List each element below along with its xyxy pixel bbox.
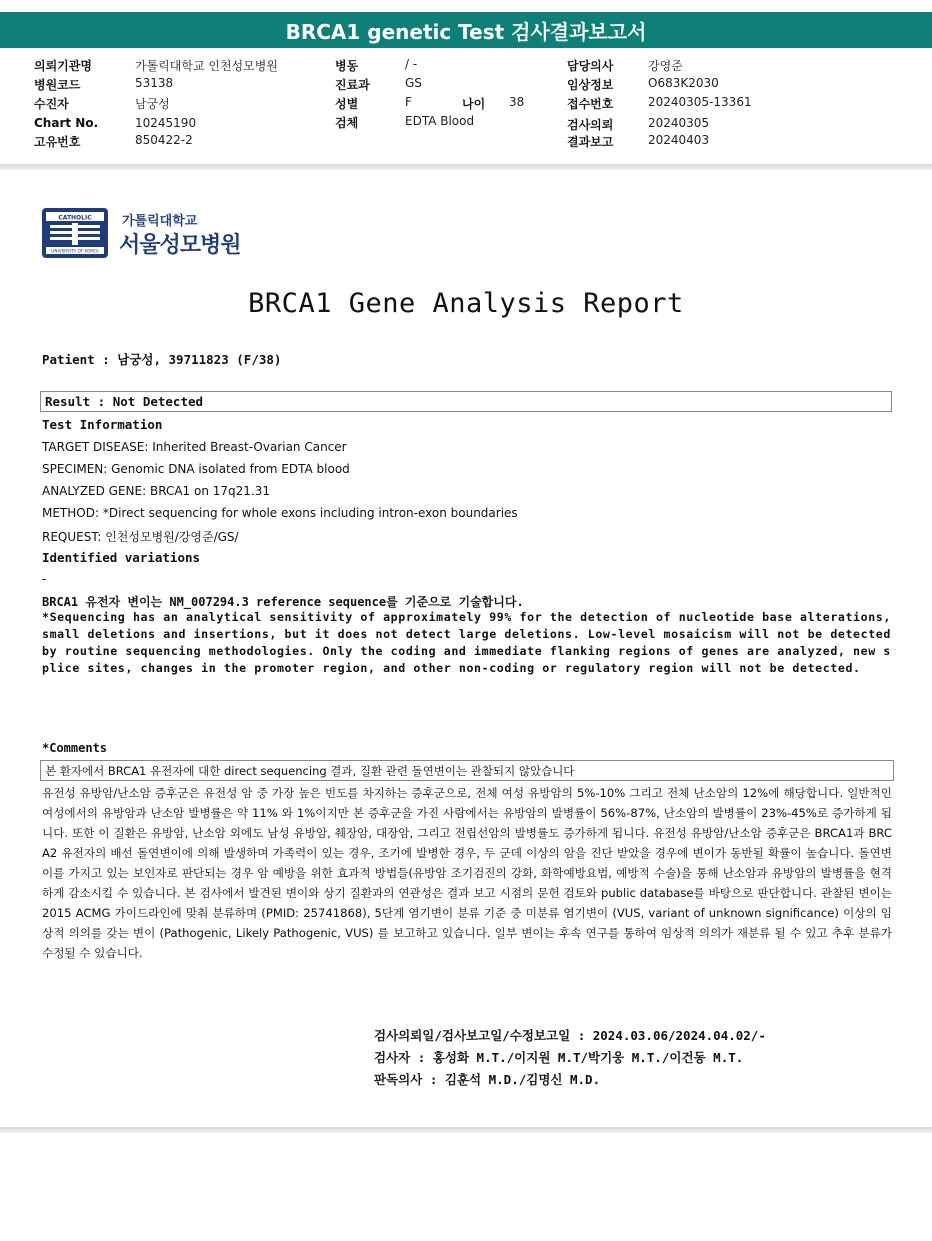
examiners: 검사자 : 홍성화 M.T./이지원 M.T/박기웅 M.T./이건동 M.T. [374,1050,744,1065]
logo-line2: 서울성모병원 [119,233,241,258]
hospital-code-value: 53138 [135,76,174,90]
target-disease: TARGET DISEASE: Inherited Breast-Ovarian Cancer [42,440,347,454]
clinical-info-value: O683K2030 [648,76,719,90]
age-value: 38 [509,95,525,109]
comments-heading: *Comments [42,741,108,755]
variations-value: - [42,572,47,586]
specimen-line: SPECIMEN: Genomic DNA isolated from EDTA blood [42,462,350,476]
result-box: Result : Not Detected [40,391,892,412]
report-date-label: 결과보고 [567,135,614,149]
dept-value: GS [405,76,422,90]
unique-no-label: 고유번호 [34,135,81,149]
emblem-bottom-text: UNIVERSITY OF KOREA [51,248,99,254]
age-label: 나이 [462,97,486,111]
emblem-top-text: CATHOLIC [58,214,92,222]
reference-note: BRCA1 유전자 변이는 NM_007294.3 reference sequence를 기준으로 기술합니다. [42,595,524,609]
reviewers: 판독의사 : 김훈석 M.D./김명신 M.D. [374,1072,601,1087]
reception-no-label: 접수번호 [567,97,614,111]
method-line: METHOD: *Direct sequencing for whole exons including intron-exon boundaries [42,506,518,520]
comment-summary: 본 환자에서 BRCA1 유전자에 대한 direct sequencing 결과, 질환 관련 돌연변이는 관찰되지 않았습니다 [40,760,894,781]
reception-no-value: 20240305-13361 [648,95,752,109]
hospital-logo [42,208,272,264]
sex-value: F [405,95,412,109]
request-date-label: 검사의뢰 [567,118,614,132]
report-header-title: BRCA1 genetic Test 검사결과보고서 [0,12,932,48]
variations-heading: Identified variations [42,550,201,565]
recipient-value: 남궁성 [135,97,170,111]
dept-label: 진료과 [335,78,370,92]
chart-no-label: Chart No. [34,116,99,130]
hospital-code-label: 병원코드 [34,78,81,92]
footer-divider [0,1127,932,1133]
sensitivity-note: *Sequencing has an analytical sensitivity of approximately 99% for the detection of nucleotide base alterations, small deletions and insertions, but it does not detect large deletions. Low-level mosaicism will not be detected by routine sequencing methodologies. Only the coding and immediate flanking regions of genes are analyzed, new splice sites, changes in the promoter region, and other non-coding or regulatory region will not be detected. [42,610,891,675]
specimen-label: 검체 [335,116,359,130]
recipient-label: 수진자 [34,97,69,111]
request-line: REQUEST: 인천성모병원/강영준/GS/ [42,530,239,544]
comment-body: 유전성 유방암/난소암 증후군은 유전성 암 중 가장 높은 빈도를 차지하는 증후군으로, 전체 여성 유방암의 5%-10% 그리고 전체 난소암의 12%에 해당합니다. 일반적인 여성에서의 유방암과 난소암 발병률은 약 11% 와 1%이지만 본 증후군을 가진 사람에서는 유방암의 발병률이 56%-87%, 난소암의 발병률이 23%-45%로 증가하게 됩니다. 또한 이 질환은 유방암, 난소암 외에도 남성 유방암, 췌장암, 대장암, 그리고 전립선암의 발병률도 증가하게 됩니다. 유전성 유방암/난소암 증후군은 BRCA1과 BRCA2 유전자의 배선 돌연변이에 의해 발생하며 가족력이 있는 경우, 조기에 발병한 경우, 두 군데 이상의 암을 진단 받았을 경우에 변이가 동반될 확률이 높습니다. 돌연변이를 가지고 있는 보인자로 판단되는 경우 암 예방을 위한 효과적 방법들(유방암 조기검진의 강화, 화학예방요법, 예방적 수술)을 통해 난소암과 유방암의 발병률을 현격하게 감소시킬 수 있습니다. 본 검사에서 발견된 변이와 상기 질환과의 연관성은 결과 보고 시점의 문헌 검토와 public database를 바탕으로 판단합니다. 관찰된 변이는 2015 ACMG 가이드라인에 맞춰 분류하며 (PMID: 25741868), 5단계 염기변이 분류 기준 중 미분류 염기변이 (VUS, variant of unknown significance) 이상의 임상적 의의를 갖는 변이 (Pathogenic, Likely Pathogenic, VUS) 를 보고하고 있습니다. 일부 변이는 후속 연구를 통하여 임상적 의의가 재분류 될 수 있고 추후 분류가 수정될 수 있습니다. [42,786,892,960]
report-page [0,170,932,1125]
sex-label: 성별 [335,97,359,111]
specimen-value: EDTA Blood [405,114,475,128]
patient-line: Patient : 남궁성, 39711823 (F/38) [42,352,282,367]
unique-no-value: 850422-2 [135,133,193,147]
clinical-info-label: 임상정보 [567,78,614,92]
logo-line1: 가톨릭대학교 [122,214,198,229]
request-date-value: 20240305 [648,116,710,130]
analyzed-gene: ANALYZED GENE: BRCA1 on 17q21.31 [42,484,270,498]
doctor-label: 담당의사 [567,59,614,73]
institution-value: 가톨릭대학교 인천성모병원 [135,59,278,73]
doctor-value: 강영준 [648,59,683,73]
test-info-heading: Test Information [42,417,163,432]
report-dates: 검사의뢰일/검사보고일/수정보고일 : 2024.03.06/2024.04.02/- [374,1028,766,1043]
chart-no-value: 10245190 [135,116,197,130]
ward-value: / - [405,57,418,71]
report-title: BRCA1 Gene Analysis Report [248,288,684,319]
report-date-value: 20240403 [648,133,710,147]
institution-label: 의뢰기관명 [34,59,92,73]
ward-label: 병동 [335,59,359,73]
